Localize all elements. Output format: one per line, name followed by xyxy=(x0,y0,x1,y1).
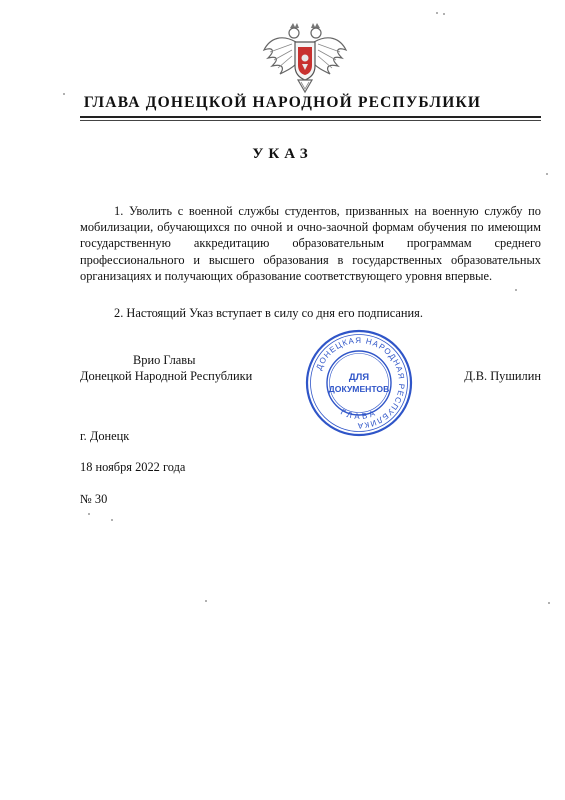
issue-date: 18 ноября 2022 года xyxy=(80,460,186,474)
official-stamp xyxy=(303,327,415,439)
paragraph-1: 1. Уволить с военной службы студентов, призванных на военную службу по мобилизации, обучающихся по очной и очно-заочной формам обучения по имеющим государственную аккредитацию образовательным программам среднего профессионального и высшего образования в государственных образовательных организациях и получающих образование соответствующего уровня впервые. xyxy=(80,204,541,283)
stamp-center-line2: ДОКУМЕНТОВ xyxy=(328,384,390,394)
paragraph-2: 2. Настоящий Указ вступает в силу со дня его подписания. xyxy=(114,306,423,320)
signatory-position-line2: Донецкой Народной Республики xyxy=(80,369,253,384)
signatory-name: Д.В. Пушилин xyxy=(464,369,541,383)
scan-speck xyxy=(436,12,438,14)
issue-city: г. Донецк xyxy=(80,429,130,443)
header-rule-thin xyxy=(80,120,541,121)
stamp-ring-text: ДОНЕЦКАЯ НАРОДНАЯ РЕСПУБЛИКА xyxy=(314,335,407,431)
scan-speck xyxy=(515,289,517,291)
scan-speck xyxy=(548,602,550,604)
scan-speck xyxy=(111,519,113,521)
stamp-bottom-text: ГЛАВА xyxy=(339,407,379,422)
decree-number: № 30 xyxy=(80,492,108,506)
scan-speck xyxy=(205,600,207,602)
stamp-center-line1: ДЛЯ xyxy=(348,372,370,383)
coat-of-arms-emblem xyxy=(262,20,348,94)
scan-speck xyxy=(63,93,65,95)
scan-speck xyxy=(88,513,90,515)
signatory-position xyxy=(80,352,252,384)
signatory-position-line1: Врио Главы xyxy=(133,353,196,367)
issuer-header: ГЛАВА ДОНЕЦКОЙ НАРОДНОЙ РЕСПУБЛИКИ xyxy=(83,94,482,111)
document-type-title: УКАЗ xyxy=(252,146,313,162)
scan-speck xyxy=(546,173,548,175)
header-rule-thick xyxy=(80,116,541,118)
scan-speck xyxy=(443,13,445,15)
